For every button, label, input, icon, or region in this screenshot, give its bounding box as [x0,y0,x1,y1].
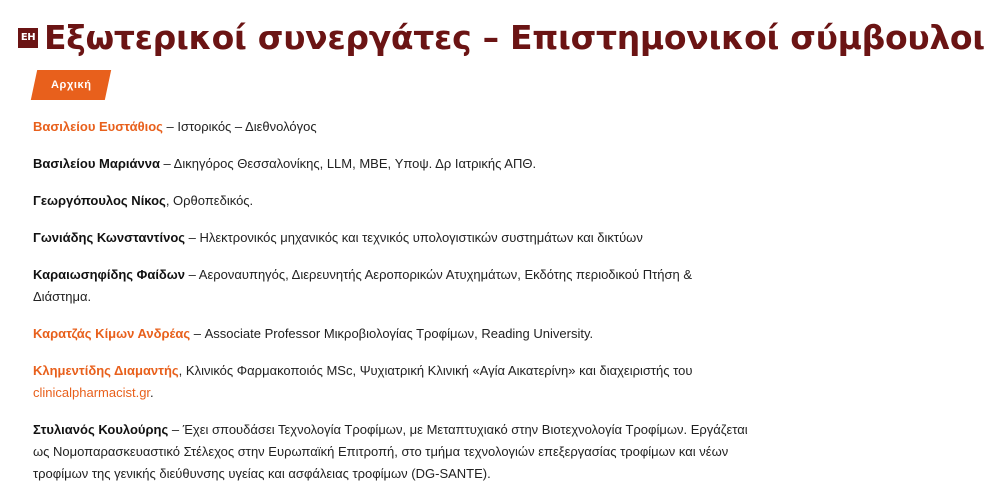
collaborator-name: Βασιλείου Μαριάννα [33,156,160,171]
list-item [33,419,748,485]
collaborators-list [33,116,748,500]
collaborator-description: – Έχει σπουδάσει Τεχνολογία Τροφίμων, με Μεταπτυχιακό στην Βιοτεχνολογία Τροφίμων. Εργάζεται ως Νομοπαρασκευαστικό Στέλεχος στην Ευρωπαϊκή Επιτροπή, στο τμήμα τεχνολογιών επεξεργασίας τροφίμων και νέων τροφίμων της γενικής διεύθυνσης υγείας και ασφάλειας τροφίμων (DG-SANTE). [33,422,748,481]
list-item [33,264,748,308]
collaborator-description: – Ηλεκτρονικός μηχανικός και τεχνικός υπολογιστικών συστημάτων και δικτύων [185,230,643,245]
collaborator-description: – Αεροναυπηγός, Διερευνητής Αεροπορικών Ατυχημάτων, Εκδότης περιοδικού Πτήση & Διάστημα. [33,267,693,304]
list-item [33,153,748,175]
collaborator-description: , Κλινικός Φαρμακοποιός MSc, Ψυχιατρική Κλινική «Αγία Αικατερίνη» και διαχειριστής του [178,363,693,378]
collaborator-name[interactable]: Βασιλείου Ευστάθιος [33,119,163,134]
collaborator-name: Γεωργόπουλος Νίκος [33,193,166,208]
list-item [33,360,748,404]
list-item [33,190,748,212]
collaborator-name: Στυλιανός Κουλούρης [33,422,169,437]
page-title: Εξωτερικοί συνεργάτες – Επιστημονικοί σύμβουλοι [44,18,985,57]
collaborator-name[interactable]: Κλημεντίδης Διαμαντής [33,363,179,378]
collaborator-name: Γωνιάδης Κωνσταντίνος [33,230,186,245]
page-header [18,18,985,57]
list-item [33,227,748,249]
list-item [33,116,748,138]
clinicalpharmacist-link[interactable]: clinicalpharmacist.gr [33,385,151,400]
sentence-end: . [150,385,154,400]
home-button-label: Αρχική [50,79,92,91]
collaborator-description: – Associate Professor Μικροβιολογίας Τροφίμων, Reading University. [190,326,594,341]
collaborator-description: – Δικηγόρος Θεσσαλονίκης, LLM, MBE, Υποψ. Δρ Ιατρικής ΑΠΘ. [159,156,537,171]
site-logo-icon[interactable]: ΕΗ [18,28,38,48]
home-button[interactable] [31,70,111,100]
collaborator-description: , Ορθοπεδικός. [165,193,254,208]
collaborator-name: Καραιωσηφίδης Φαίδων [33,267,186,282]
collaborator-description: – Ιστορικός – Διεθνολόγος [162,119,317,134]
list-item [33,323,748,345]
collaborator-name[interactable]: Καρατζάς Κίμων Ανδρέας [33,326,191,341]
